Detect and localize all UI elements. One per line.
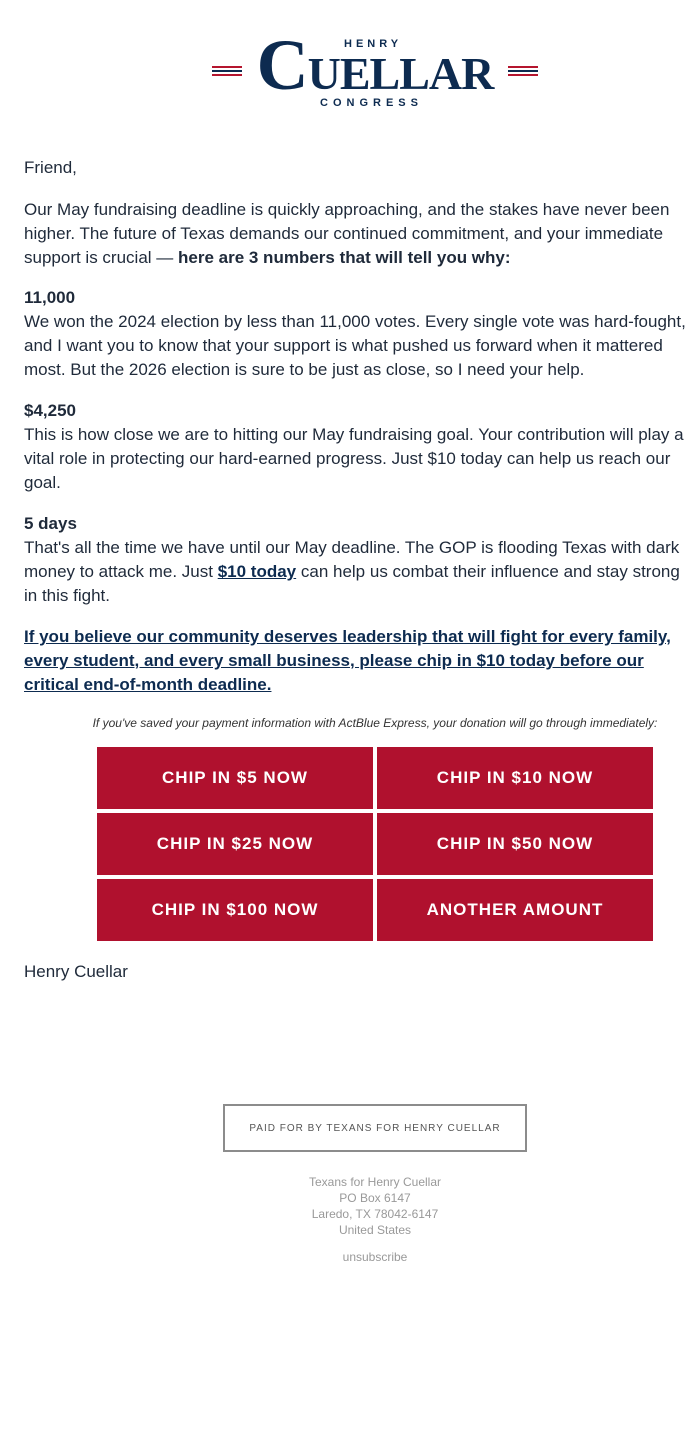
mailing-address: Texans for Henry Cuellar PO Box 6147 Laredo, TX 78042-6147 United States (308, 1175, 442, 1237)
section-11000: 11,000 We won the 2024 election by less than 11,000 votes. Every single vote was hard-fought, and I want you to know that your support is what pushed us forward when it mattered most. But the 2026 election is sure to be just as close, so I need your help. (24, 288, 686, 379)
chip-in-100-button[interactable]: CHIP IN $100 NOW (97, 879, 373, 941)
chip-in-50-button[interactable]: CHIP IN $50 NOW (377, 813, 653, 875)
campaign-logo (212, 25, 538, 112)
section-4250: $4,250 This is how close we are to hitting our May fundraising goal. Your contribution will play a vital role in protecting our hard-earned progress. Just $10 today can help us reach our goal. (24, 401, 684, 492)
ten-dollar-link[interactable]: $10 today (217, 562, 297, 581)
paid-for-disclaimer: PAID FOR BY TEXANS FOR HENRY CUELLAR (223, 1104, 527, 1152)
section-number: 11,000 (24, 288, 76, 307)
chip-in-5-button[interactable]: CHIP IN $5 NOW (97, 747, 373, 809)
logo-henry: HENRY (344, 38, 403, 50)
section-number: $4,250 (24, 401, 76, 420)
chip-in-10-button[interactable]: CHIP IN $10 NOW (377, 747, 653, 809)
intro-paragraph: Our May fundraising deadline is quickly approaching, and the stakes have never been higher. The future of Texas demands our continued commitment, and your immediate support is crucial — here are 3 numbers that will tell you why: (24, 200, 670, 267)
chip-in-25-button[interactable]: CHIP IN $25 NOW (97, 813, 373, 875)
logo-stripes-left (212, 66, 242, 78)
logo-name: CUELLAR (256, 25, 494, 105)
section-5-days: 5 days That's all the time we have until our May deadline. The GOP is flooding Texas with dark money to attack me. Just $10 today can help us combat their influence and stay strong in this fight. (24, 514, 680, 605)
actblue-express-note: If you've saved your payment information with ActBlue Express, your donation will go through immediately: (92, 716, 658, 730)
logo-stripes-right (508, 66, 538, 78)
logo-congress: CONGRESS (320, 97, 423, 109)
signature: Henry Cuellar (24, 962, 128, 981)
greeting: Friend, (24, 158, 77, 177)
unsubscribe-link[interactable]: unsubscribe (342, 1250, 408, 1264)
section-number: 5 days (24, 514, 77, 533)
another-amount-button[interactable]: ANOTHER AMOUNT (377, 879, 653, 941)
intro-highlight: here are 3 numbers that will tell you why: (178, 248, 511, 267)
donate-cta-link[interactable]: If you believe our community deserves leadership that will fight for every family, every student, and every small business, please chip in $10 today before our critical end-of-month deadline. (24, 627, 671, 694)
